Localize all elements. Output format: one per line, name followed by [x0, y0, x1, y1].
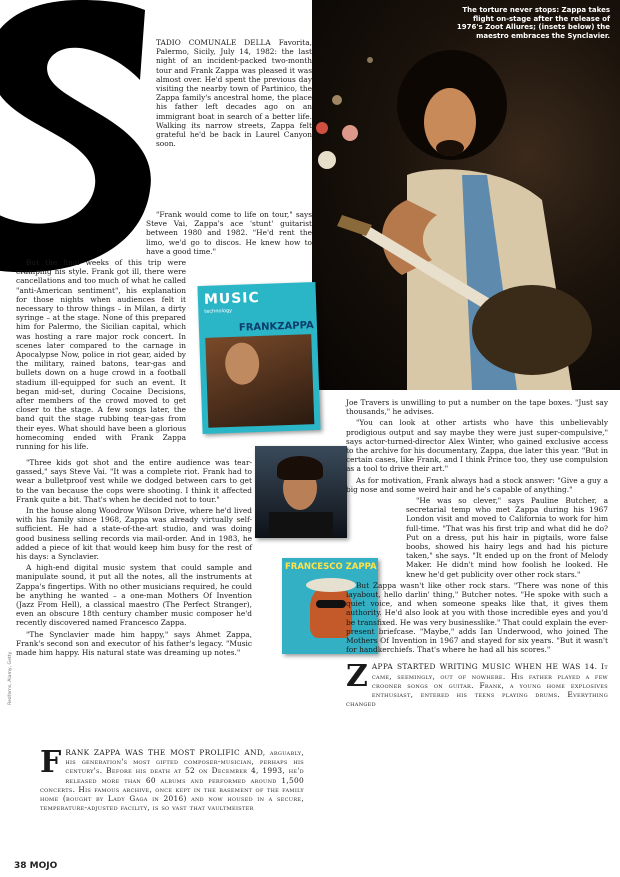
- paragraph-5: In the house along Woodrow Wilson Drive, where he'd lived with his family since 1968, Zappa was already virtually self-sufficient. He had a state-of-the-art studio, and was doing good business selling records via mail-order. And in 1983, he added a piece of kit that would keep him busy for the rest of his days: a Synclavier.: [16, 506, 252, 562]
- cover-masthead: MUSIC: [203, 289, 261, 308]
- album-title: FRANCESCO ZAPPA: [285, 562, 377, 572]
- photo-caption: The torture never stops: Zappa takes flight on-stage after the release of 1976's Zoot Allures; (insets below) the maestro embraces the Synclavier.: [456, 6, 610, 40]
- concert-photo: [312, 0, 620, 390]
- music-technology-cover: [197, 282, 320, 434]
- col2-paragraph-3: As for motivation, Frank always had a stock answer: "Give a guy a big nose and some weird hair and he's capable of anything.": [346, 475, 608, 494]
- album-sunglasses: [316, 600, 346, 608]
- col2-paragraph-1: Joe Travers is unwilling to put a number on the tape boxes. "Just say thousands," he advises.: [346, 398, 608, 417]
- paragraph-3-text: But the final weeks of this trip were cramping his style. Frank got ill, there were cancellations and too much of what he called "anti-American sentiment", his explanation for those nights when audiences felt it necessary to throw things – in Milan, a dirty syringe – at the stage. None of this prepared him for Palermo, the Sicilian capital, which was hosting a rare major rock concert. In scenes later compared to the carnage in Apocalypse Now, police in riot gear, aided by the military, rained batons, tear-gas and bullets down on a huge crowd in a football stadium ill-equipped for such an event. It began mid-set, during Cocaine Decisions, after members of the crowd moved to get closer to the stage. A few songs later, the band quit the stage rubbing tear-gas from their eyes. What should have been a glorious homecoming ended with Frank Zappa running for his life.: [16, 258, 186, 452]
- album-cover-portrait: [255, 446, 347, 538]
- col2-paragraph-6-text: APPA STARTED WRITING MUSIC WHEN HE WAS 14. It came, seemingly, out of nowhere. His father played a few crooner songs on guitar. Frank, a young home explosives enthusiast, entered his teens playing drums. Everything changed: [346, 662, 608, 709]
- col2-paragraph-4: "He was so clever," says Pauline Butcher, a secretarial temp who met Zappa during his 1967 London visit and moved to California to work for him full-time. "That was his first trip and what did he do? Put on a dress, put his hair in pigtails, wore false boobs, showed his hairy legs and had his picture taken," she says. "It ended up on the front of Melody Maker. He didn't mind how foolish he looked. He knew he'd get publicity over other rock stars.": [406, 496, 608, 579]
- article-column-1: [16, 38, 312, 150]
- drop-cap-f: F: [40, 745, 62, 780]
- paragraph-1-text: TADIO COMUNALE DELLA Favorita, Palermo, Sicily, July 14, 1982: the last night of an incident-packed two-month tour and Frank Zappa was pleased it was almost over. He'd spent the previous day visiting the nearby town of Partinico, the Zappa family's ancestral home, the place his father left decades ago on an immigrant boat in search of a better life. Walking its narrow streets, Zappa felt grateful he'd be back in Laurel Canyon soon.: [156, 38, 312, 149]
- photo-credit: Redferns, Alamy, Getty: [8, 651, 13, 705]
- paragraph-2-text: "Frank would come to life on tour," says Steve Vai, Zappa's ace 'stunt' guitarist between 1980 and 1982. "He'd rent the limo, we'd go to discos. He knew how to have a good time.": [146, 210, 312, 256]
- paragraph-8-text: RANK ZAPPA WAS THE MOST PROLIFIC AND, arguably, his generation's most gifted composer-musician, perhaps his century's. Before his death at 52 on December 4, 1993, he'd released more than 60 albums and performed around 1,500 concerts. His famous archive, once kept in the basement of the family home (bought by Lady Gaga in 2016) and now housed in a secure, temperature-adjusted facility, is so vast that vaultmeister: [40, 748, 304, 813]
- concert-photo-art: [312, 0, 620, 390]
- paragraph-6: A high-end digital music system that could sample and manipulate sound, it put all the notes, all the instruments at Zappa's fingertips. With no other musicians required, he could be anything he wanted – a one-man Mothers Of Invention (Jazz From Hell), a classical maestro (The Perfect Stranger), even an obscure 18th century chamber music composer he'd recently discovered named Francesco Zappa.: [16, 563, 252, 628]
- page-footer: 38 MOJO: [14, 861, 58, 871]
- col2-paragraph-2: "You can look at other artists who have this unbelievably prodigious output and say maybe they were just super-compulsive," says actor-turned-director Alex Winter, who gained exclusive access to the archive for his documentary, Zappa, due later this year. "But in certain cases, like Frank, and I think Prince too, they use compulsion as a tool to drive their art.": [346, 418, 608, 474]
- cover-photo: [205, 334, 314, 428]
- cover-name: FRANKZAPPA: [238, 320, 314, 334]
- paragraph-8: [40, 745, 304, 813]
- col2-paragraph-5: But Zappa wasn't like other rock stars. "There was none of this layabout, hello darlin' thing," Butcher notes. "He spoke with such a quiet voice, and when someone speaks like that, it gives them authority. He'd also look at you with those incredible eyes and you'd be transfixed. He was very businesslike." That could explain the ever-present briefcase. "Maybe," adds Ian Underwood, who joined The Mothers Of Invention in 1967 and stayed for six years. "But it wasn't for handkerchiefs. That's where he had all his scores.": [346, 580, 608, 655]
- magazine-insets: [200, 284, 377, 646]
- article-section-2: [40, 745, 304, 814]
- portrait-suit: [269, 512, 333, 538]
- paragraph-2: [146, 210, 312, 256]
- paragraph-7: "The Synclavier made him happy," says Ahmet Zappa, Frank's second son and executor of his father's legacy. "Music made him happy. His natural state was dreaming up notes.": [16, 629, 252, 658]
- drop-cap-z: Z: [346, 659, 368, 695]
- col2-paragraph-6: [346, 659, 608, 709]
- portrait-hair: [277, 456, 323, 480]
- article-column-2: [346, 398, 608, 711]
- cover-masthead-sub: technology: [204, 307, 233, 315]
- paragraph-1: [156, 38, 312, 148]
- paragraph-4: "Three kids got shot and the entire audience was tear-gassed," says Steve Vai. "It was a complete riot. Frank had to wear a bulletproof vest while we dodged between cars to get to the van because the cops were shooting. I think it affected Frank quite a bit. That's when he decided not to tour.": [16, 458, 252, 504]
